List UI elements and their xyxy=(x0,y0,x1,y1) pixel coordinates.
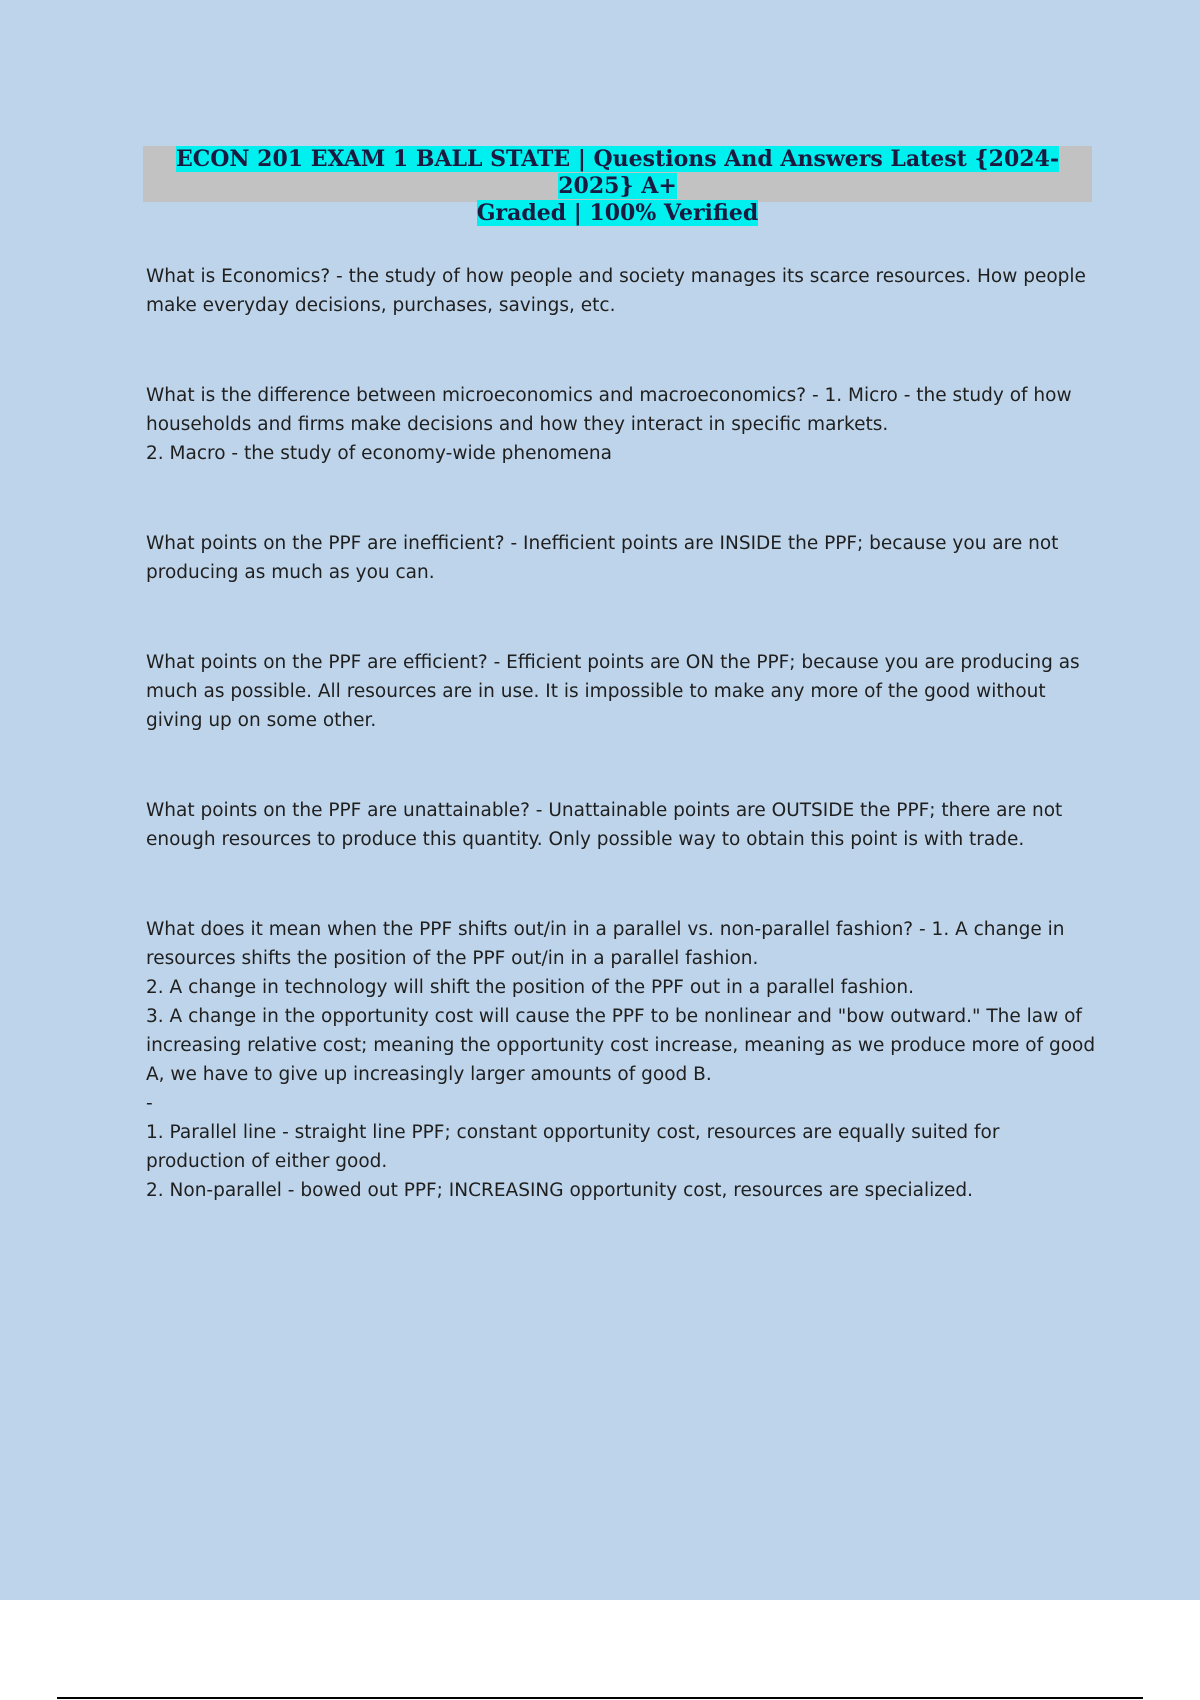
qa-entry-economics xyxy=(146,262,1096,320)
document-title-line-1: ECON 201 EXAM 1 BALL STATE | Questions And Answers Latest {2024- 2025} A+ xyxy=(175,146,1060,199)
qa-text: What points on the PPF are unattainable? - Unattainable points are OUTSIDE the PPF; there are not enough resources to produce this quantity. Only possible way to obtain this point is with trade. xyxy=(146,800,1063,850)
qa-entry-unattainable xyxy=(146,796,1096,854)
document-title-line-2: Graded | 100% Verified xyxy=(476,200,759,226)
document-body xyxy=(146,262,1096,1205)
document-title-banner xyxy=(143,146,1092,226)
qa-text: What points on the PPF are inefficient? - Inefficient points are INSIDE the PPF; because you are not producing as much as you can. xyxy=(146,533,1059,583)
qa-entry-micro-macro xyxy=(146,381,1096,468)
qa-text: What is the difference between microeconomics and macroeconomics? - 1. Micro - the study of how households and firms make decisions and how they interact in specific markets. xyxy=(146,385,1072,435)
qa-text: What is Economics? - the study of how people and society manages its scarce resources. How people make everyday decisions, purchases, savings, etc. xyxy=(146,266,1086,316)
qa-extra: 1. Parallel line - straight line PPF; constant opportunity cost, resources are equally suited for production of either good. xyxy=(146,1122,1000,1172)
qa-extra: 2. A change in technology will shift the position of the PPF out in a parallel fashion. xyxy=(146,977,914,998)
qa-text: What does it mean when the PPF shifts out/in in a parallel vs. non-parallel fashion? - 1. A change in resources shifts the position of the PPF out/in in a parallel fashion. xyxy=(146,919,1065,969)
footer-rule xyxy=(57,1697,1143,1699)
qa-extra: 2. Non-parallel - bowed out PPF; INCREASING opportunity cost, resources are specialized. xyxy=(146,1180,973,1201)
qa-extra: 2. Macro - the study of economy-wide phenomena xyxy=(146,443,612,464)
qa-entry-efficient xyxy=(146,648,1096,735)
qa-entry-inefficient xyxy=(146,529,1096,587)
qa-dash: - xyxy=(146,1093,153,1114)
qa-extra: 3. A change in the opportunity cost will cause the PPF to be nonlinear and "bow outward." The law of increasing relative cost; meaning the opportunity cost increase, meaning as we produce more of good A, we have to give up increasingly larger amounts of good B. xyxy=(146,1006,1096,1085)
qa-entry-ppf-shifts xyxy=(146,915,1096,1205)
qa-text: What points on the PPF are efficient? - Efficient points are ON the PPF; because you are producing as much as possible. All resources are in use. It is impossible to make any more of the good without giving up on some other. xyxy=(146,652,1080,731)
